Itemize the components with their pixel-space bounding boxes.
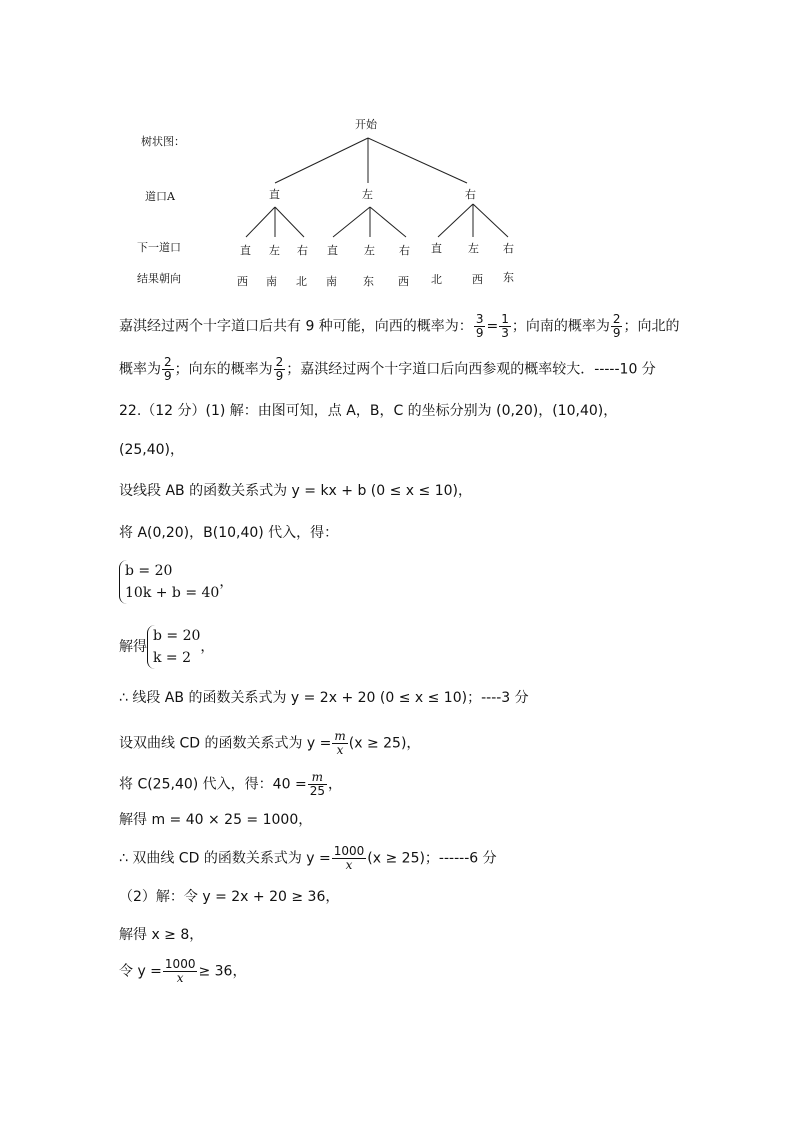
fraction: $\frac{1000}{x}$ bbox=[164, 957, 196, 985]
row-label-result: 结果朝向 bbox=[137, 272, 181, 285]
fraction: $\frac{3}{9}$ bbox=[475, 312, 484, 340]
equation-system: b = 20 k = 2 bbox=[147, 625, 200, 669]
q22-cd-form: 设双曲线 CD 的函数关系式为 y = $\frac{m}{x}$ (x ≥ 25)， bbox=[119, 729, 421, 757]
level1-node: 左 bbox=[362, 188, 373, 201]
level2-node: 直 bbox=[240, 244, 251, 257]
probability-line-1: 嘉淇经过两个十字道口后共有 9 种可能，向西的概率为： $\frac{3}{9}$ = $\frac{1}{3}$ ；向南的概率为 $\frac{2}{9}$ ；向北的 bbox=[119, 312, 680, 340]
outcome: 南 bbox=[326, 275, 337, 288]
q22-substitute: 将 A(0,20)，B(10,40) 代入，得： bbox=[119, 525, 339, 541]
level2-node: 左 bbox=[468, 242, 479, 255]
outcome: 南 bbox=[266, 275, 277, 288]
q22-ab-result: ∴ 线段 AB 的函数关系式为 y = 2x + 20 (0 ≤ x ≤ 10)；----3 分 bbox=[119, 690, 529, 706]
level2-node: 左 bbox=[269, 244, 280, 257]
level1-node: 右 bbox=[465, 188, 476, 201]
fraction: $\frac{m}{x}$ bbox=[334, 729, 346, 757]
q22-system-1: b = 20 10k + b = 40 ， bbox=[119, 560, 233, 604]
fraction: $\frac{2}{9}$ bbox=[275, 355, 284, 383]
level1-node: 直 bbox=[269, 188, 280, 201]
outcome: 西 bbox=[237, 275, 248, 288]
outcome: 东 bbox=[363, 275, 374, 288]
q22-ab-form: 设线段 AB 的函数关系式为 y = kx + b (0 ≤ x ≤ 10)， bbox=[119, 483, 473, 499]
row-label-a: 道口A bbox=[145, 190, 175, 203]
q22-solve-m: 解得 m = 40 × 25 = 1000， bbox=[119, 812, 313, 828]
fraction: $\frac{1}{3}$ bbox=[501, 312, 509, 340]
level2-node: 右 bbox=[297, 244, 308, 257]
equation-system: b = 20 10k + b = 40 bbox=[119, 560, 219, 604]
outcome: 东 bbox=[503, 271, 514, 284]
outcome: 北 bbox=[296, 275, 307, 288]
q22-cd-result: ∴ 双曲线 CD 的函数关系式为 y = $\frac{1000}{x}$ (x ≥ 25)；------6 分 bbox=[119, 844, 497, 872]
outcome: 西 bbox=[472, 273, 483, 286]
level2-node: 直 bbox=[327, 244, 338, 257]
q22-coord-cont: (25,40)， bbox=[119, 442, 185, 458]
q22-intro: 22.（12 分）(1) 解：由图可知，点 A，B，C 的坐标分别为 (0,20)，(10,40)， bbox=[119, 403, 618, 419]
level2-node: 右 bbox=[503, 242, 514, 255]
tree-caption: 树状图： bbox=[141, 135, 185, 148]
q22-part2-hyperbola: 令 y = $\frac{1000}{x}$ ≥ 36， bbox=[119, 957, 247, 985]
q22-cd-substitute: 将 C(25,40) 代入，得：40 = $\frac{m}{25}$ ， bbox=[119, 770, 342, 798]
level2-node: 左 bbox=[364, 244, 375, 257]
q22-part2-solve: 解得 x ≥ 8， bbox=[119, 927, 204, 943]
outcome: 北 bbox=[431, 273, 442, 286]
fraction: $\frac{m}{25}$ bbox=[309, 770, 325, 798]
outcome: 西 bbox=[398, 275, 409, 288]
level2-node: 右 bbox=[399, 244, 410, 257]
row-label-next: 下一道口 bbox=[137, 241, 181, 254]
probability-line-2: 概率为 $\frac{2}{9}$ ；向东的概率为 $\frac{2}{9}$ ；嘉淇经过两个十字道口后向西参观的概率较大．-----10 分 bbox=[119, 355, 656, 383]
fraction: $\frac{2}{9}$ bbox=[164, 355, 172, 383]
q22-part2: （2）解：令 y = 2x + 20 ≥ 36， bbox=[119, 889, 340, 905]
q22-solve-1: 解得 b = 20 k = 2 ， bbox=[119, 625, 214, 669]
tree-root: 开始 bbox=[355, 118, 377, 131]
tree-lines bbox=[0, 0, 794, 300]
fraction: $\frac{1000}{x}$ bbox=[333, 844, 365, 872]
fraction: $\frac{2}{9}$ bbox=[612, 312, 621, 340]
level2-node: 直 bbox=[431, 242, 442, 255]
